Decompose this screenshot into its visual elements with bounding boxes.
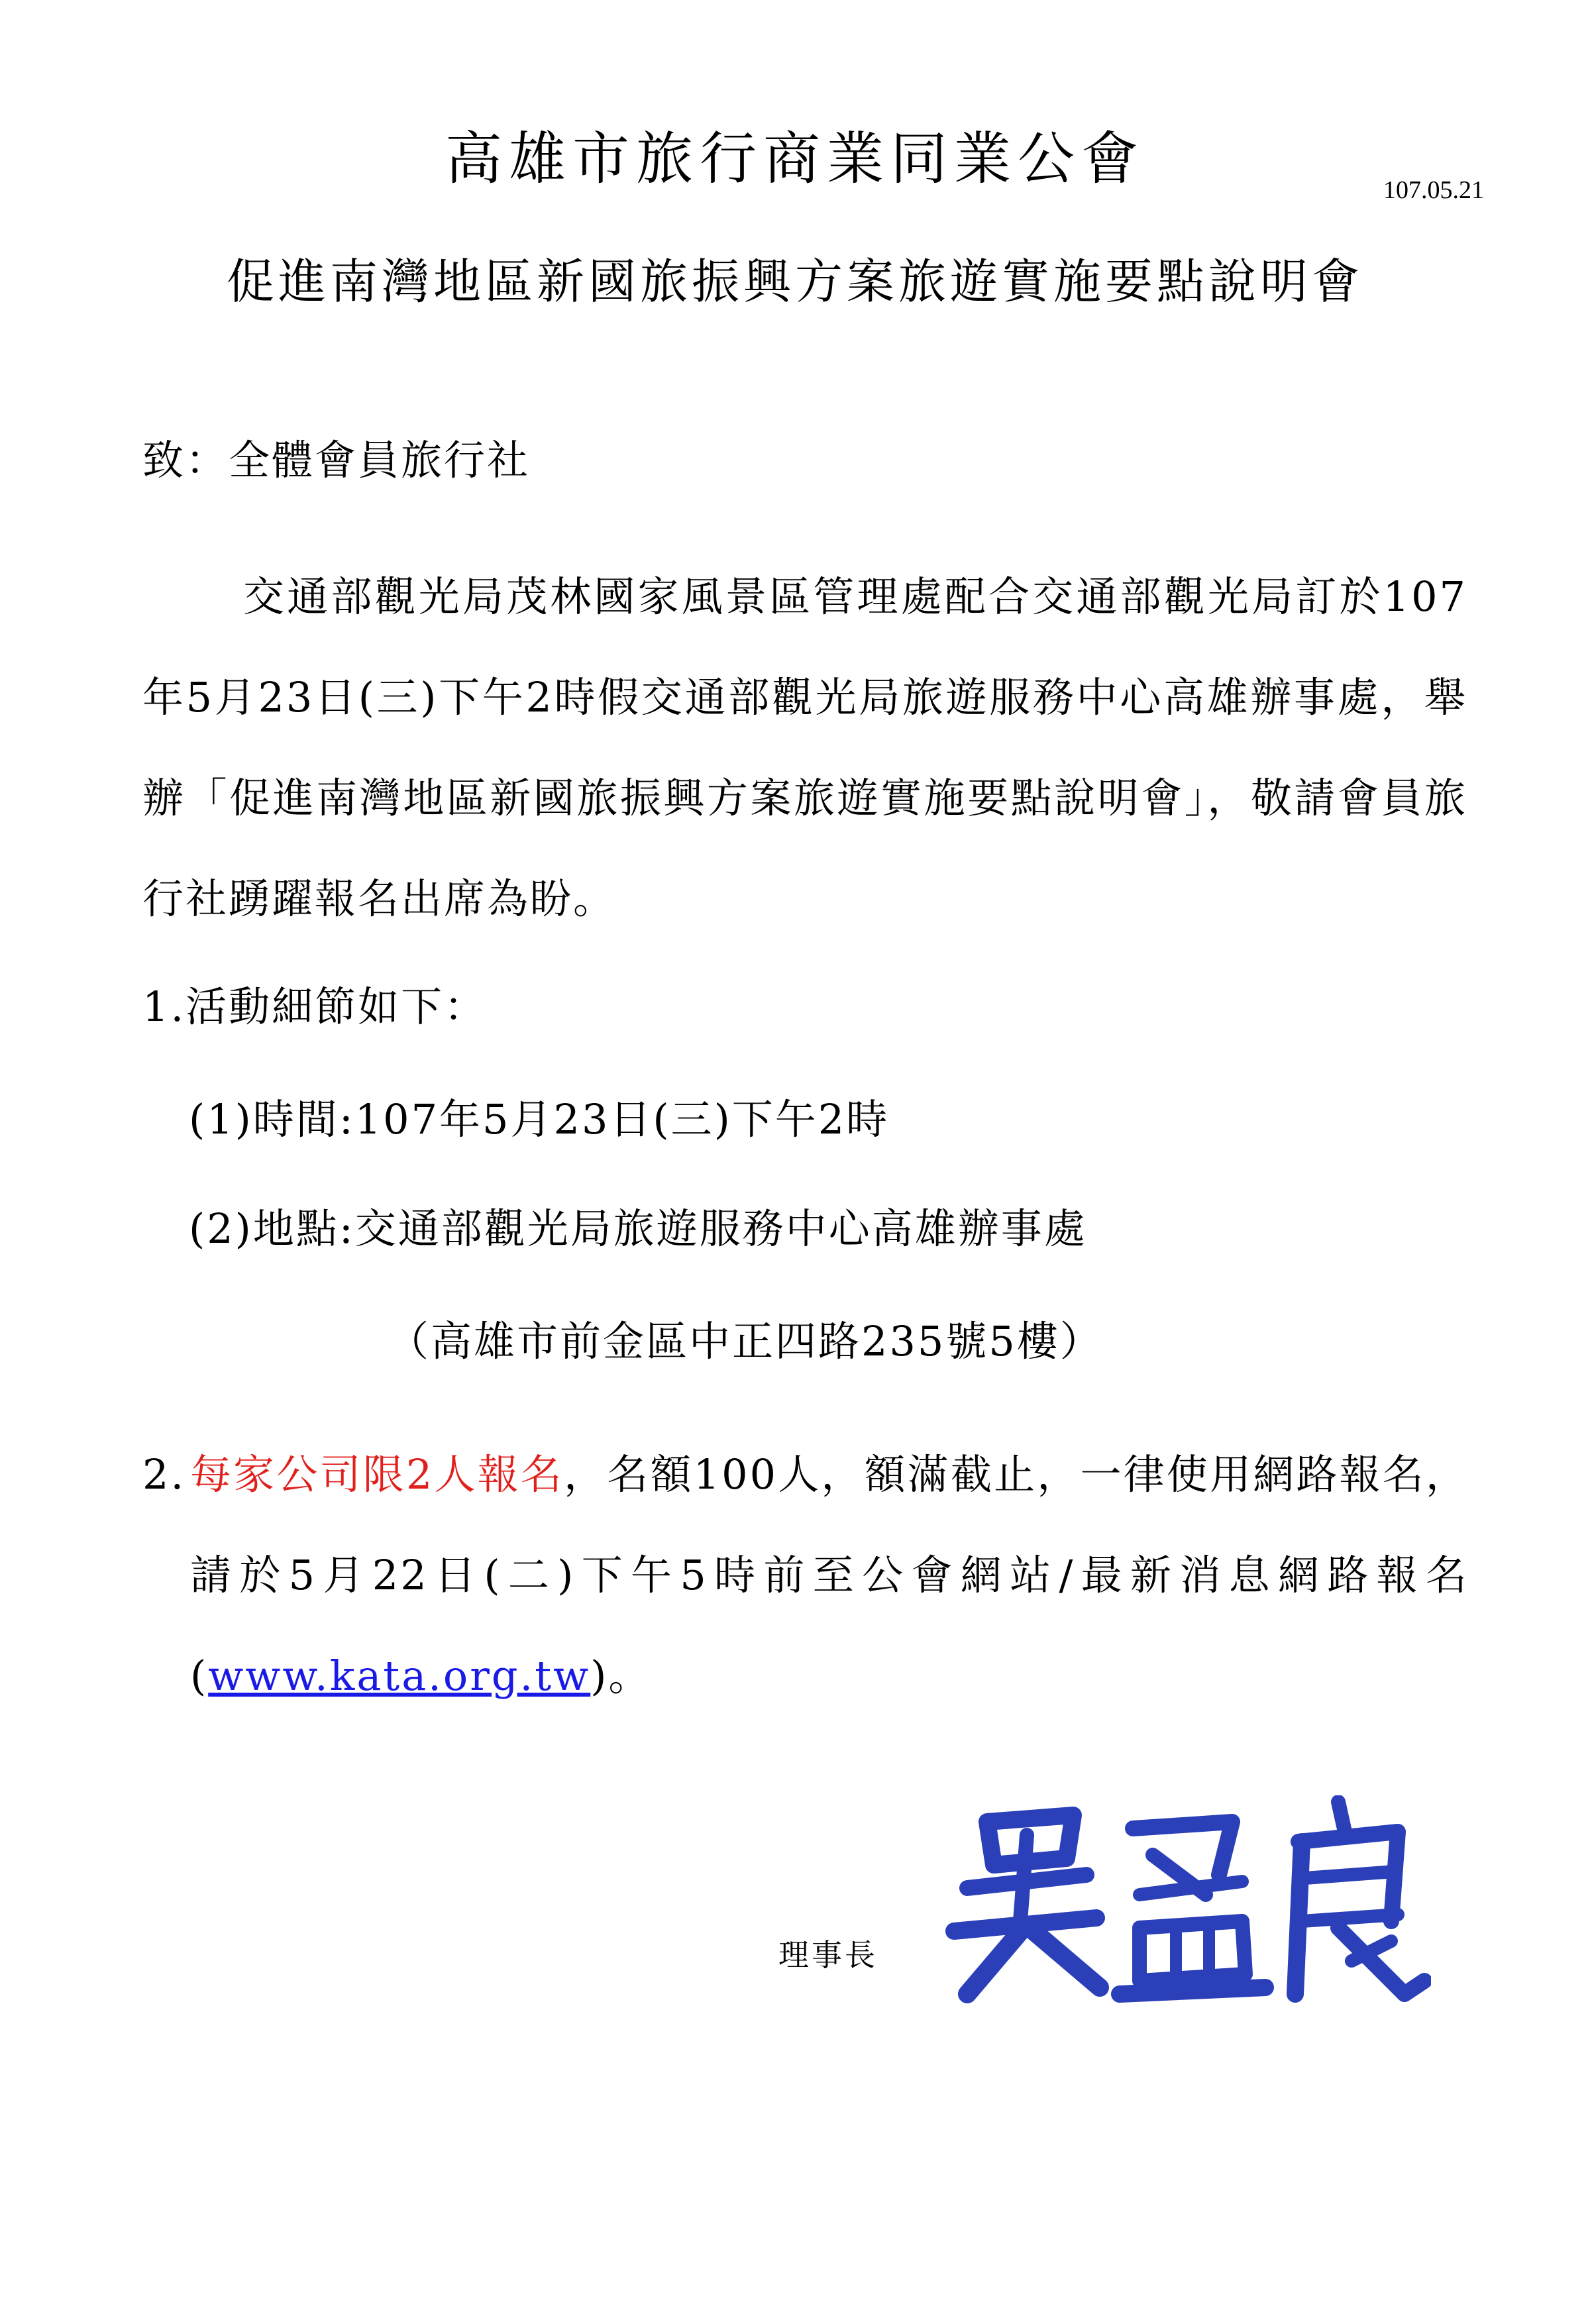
item-1-time: (1)時間:107年5月23日(三)下午2時 <box>189 1095 890 1143</box>
item-2-highlight: 每家公司限2人報名 <box>190 1450 564 1499</box>
signature-stroke <box>1120 1987 1265 1994</box>
document-subtitle: 促進南灣地區新國旅振興方案旅遊實施要點說明會 <box>226 254 1363 309</box>
signature-stroke <box>1020 1835 1027 1921</box>
signature-stroke <box>1302 1915 1398 1921</box>
signer-title: 理事長 <box>778 1937 878 1973</box>
document-date: 107.05.21 <box>1383 176 1484 204</box>
item-2-number: 2. <box>142 1450 186 1499</box>
item-2 <box>142 1424 1469 1700</box>
signature-stroke <box>1140 1881 1242 1895</box>
item-2-text-block <box>190 1424 1469 1726</box>
item-1-address: （高雄市前金區中正四路235號5樓） <box>388 1317 1103 1365</box>
signature-stroke <box>1176 1925 1209 1978</box>
chairman-signature <box>941 1795 1431 2014</box>
signature-stroke <box>1133 1822 1232 1875</box>
item-1-title: 1.活動細節如下： <box>142 982 488 1031</box>
signature-stroke <box>1338 1802 1345 1832</box>
signature-stroke <box>1305 1872 1395 1878</box>
item-1-place: (2)地點:交通部觀光局旅遊服務中心高雄辦事處 <box>189 1204 1087 1253</box>
body-paragraph: 交通部觀光局茂林國家風景區管理處配合交通部觀光局訂於107年5月23日(三)下午2時假交通部觀光局旅遊服務中心高雄辦事處，舉辦「促進南灣地區新國旅振興方案旅遊實施要點說明會」，敬請會員旅行社踴躍報名出席為盼。 <box>142 572 1467 923</box>
item-2-body: ，名額100人，額滿截止，一律使用網路報名，請於5月22日(二)下午5時前至公會網站/最新消息網路報名( <box>190 1450 1469 1700</box>
item-2-end: )。 <box>590 1652 652 1700</box>
salutation: 致：全體會員旅行社 <box>142 436 531 484</box>
signature-stroke <box>1034 1931 1100 1987</box>
organization-title: 高雄市旅行商業同業公會 <box>445 126 1145 192</box>
signature-stroke <box>1140 1921 1246 1981</box>
association-website-link[interactable]: www.kata.org.tw <box>208 1652 591 1700</box>
